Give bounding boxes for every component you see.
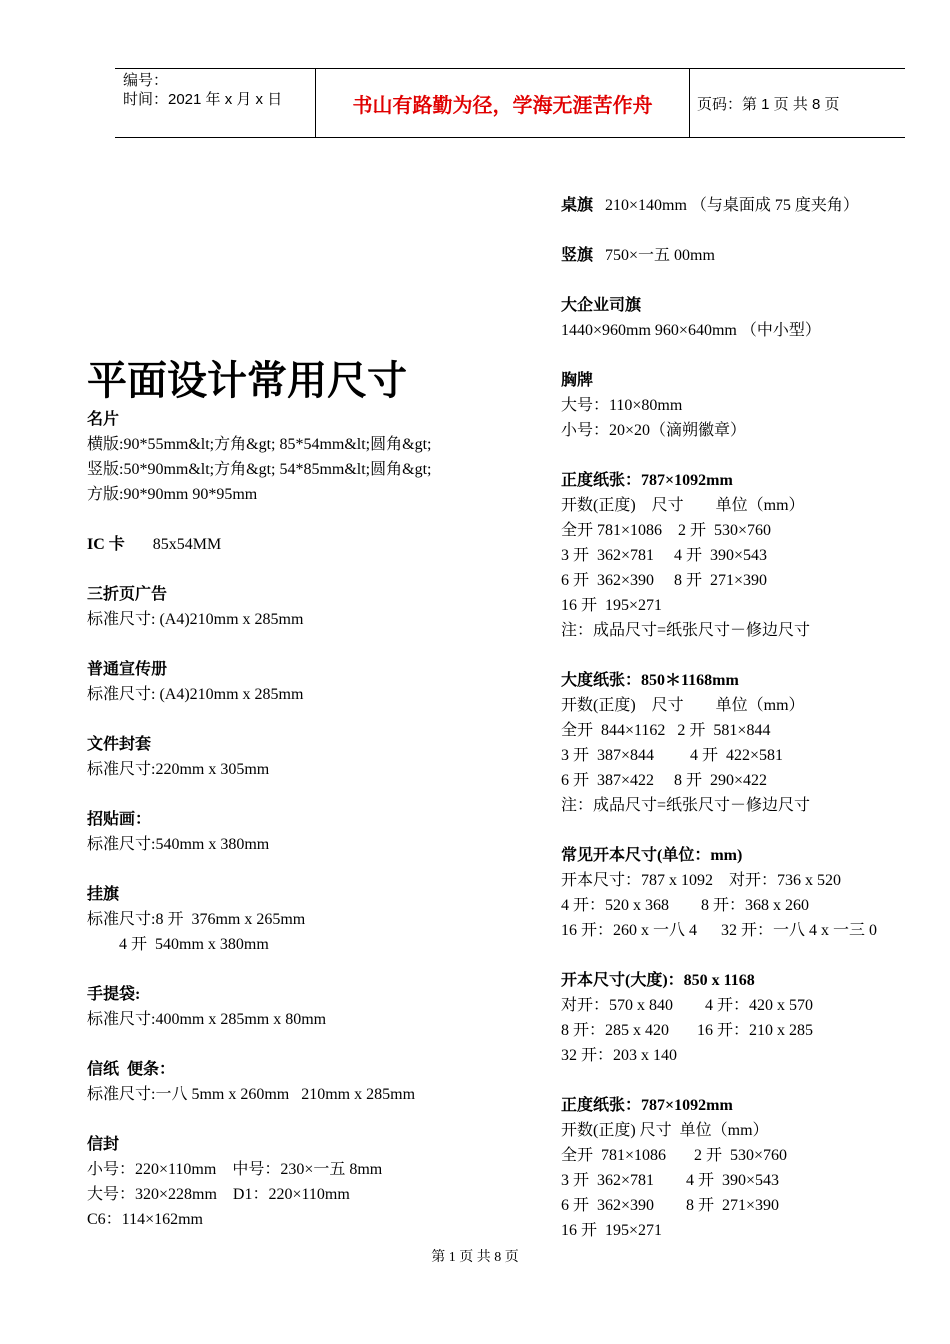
section	[561, 243, 921, 268]
section-line: 1440×960mm 960×640mm （中小型）	[561, 322, 821, 339]
section-line: 开数(正度) 尺寸 单位（mm）	[561, 697, 805, 714]
right-column	[561, 193, 921, 1268]
section-heading-line	[87, 982, 527, 1007]
section-line: 4 开 540mm x 380mm	[87, 936, 269, 953]
section	[87, 407, 527, 507]
page-footer: 第 1 页 共 8 页	[431, 1250, 519, 1265]
section-line: 标准尺寸: (A4)210mm x 285mm	[87, 611, 304, 628]
section-heading: 桌旗	[561, 197, 594, 214]
section-heading-line	[87, 532, 527, 557]
section-inline-value: 85x54MM	[124, 536, 222, 553]
id-label: 编号：	[123, 72, 169, 89]
section-heading: 开本尺寸(大度)：850 x 1168	[561, 972, 755, 989]
section-line: 标准尺寸:一八 5mm x 260mm 210mm x 285mm	[87, 1086, 416, 1103]
header-table	[115, 68, 905, 138]
section	[87, 882, 527, 957]
section-heading: 招贴画：	[87, 811, 152, 828]
section-heading: 文件封套	[87, 736, 152, 753]
section-line: 6 开 387×422 8 开 290×422	[561, 772, 768, 789]
section	[87, 657, 527, 707]
section-line: 6 开 362×390 8 开 271×390	[561, 572, 768, 589]
section-line: 开数(正度) 尺寸 单位（mm）	[561, 1122, 769, 1139]
page-title: 平面设计常用尺寸	[87, 357, 407, 404]
section-line: 大号：320×228mm D1：220×110mm	[87, 1186, 350, 1203]
section-line: 16 开 195×271	[561, 1222, 663, 1239]
section-line: 竖版:50*90mm&lt;方角&gt; 54*85mm&lt;圆角&gt;	[87, 461, 432, 478]
section-heading-line	[87, 732, 527, 757]
section-heading: 普通宣传册	[87, 661, 168, 678]
section-heading-line	[87, 1057, 527, 1082]
section-line: 小号：20×20（滴朔徽章）	[561, 422, 747, 439]
section-heading: 常见开本尺寸(单位：mm)	[561, 847, 743, 864]
section-line: 注：成品尺寸=纸张尺寸－修边尺寸	[561, 797, 811, 814]
section-heading: 竖旗	[561, 247, 594, 264]
section-inline-value: 210×140mm （与桌面成 75 度夹角）	[593, 197, 859, 214]
section-line: C6：114×162mm	[87, 1211, 203, 1228]
section-line: 6 开 362×390 8 开 271×390	[561, 1197, 780, 1214]
section-heading-line	[561, 293, 921, 318]
section-line: 3 开 387×844 4 开 422×581	[561, 747, 784, 764]
section	[87, 532, 527, 557]
page-info: 页码：第 1 页 共 8 页	[697, 95, 840, 113]
section-line: 注：成品尺寸=纸张尺寸－修边尺寸	[561, 622, 811, 639]
section-heading-line	[87, 1132, 527, 1157]
section	[87, 1057, 527, 1107]
section-line: 全开 781×1086 2 开 530×760	[561, 1147, 788, 1164]
section-line: 32 开：203 x 140	[561, 1047, 678, 1064]
section-line: 小号：220×110mm 中号：230×一五 8mm	[87, 1161, 383, 1178]
section	[561, 968, 921, 1068]
section-line: 全开 781×1086 2 开 530×760	[561, 522, 772, 539]
section-line: 标准尺寸:220mm x 305mm	[87, 761, 270, 778]
section-heading: 信封	[87, 1136, 120, 1153]
section-line: 大号：110×80mm	[561, 397, 683, 414]
header-meta	[123, 71, 313, 109]
section-line: 16 开：260 x 一八 4 32 开：一八 4 x 一三 0	[561, 922, 878, 939]
section-heading-line	[561, 668, 921, 693]
section-heading: 正度纸张：787×1092mm	[561, 1097, 733, 1114]
section-heading: 正度纸张：787×1092mm	[561, 472, 733, 489]
section-heading: 胸牌	[561, 372, 594, 389]
section-heading-line	[561, 1093, 921, 1118]
divider	[689, 69, 690, 137]
time-label: 时间：2021 年 x 月 x 日	[123, 91, 283, 108]
slogan: 书山有路勤为径，学海无涯苦作舟	[352, 92, 653, 117]
section	[561, 468, 921, 643]
section-heading: 信纸 便条：	[87, 1061, 176, 1078]
section-line: 3 开 362×781 4 开 390×543	[561, 1172, 780, 1189]
section-heading: 大度纸张：850＊1168mm	[561, 672, 739, 689]
section-line: 标准尺寸: (A4)210mm x 285mm	[87, 686, 304, 703]
section-heading: 大企业司旗	[561, 297, 642, 314]
section	[561, 193, 921, 218]
section-heading-line	[87, 882, 527, 907]
section-heading-line	[87, 657, 527, 682]
section-heading-line	[561, 468, 921, 493]
section-line: 对开：570 x 840 4 开：420 x 570	[561, 997, 814, 1014]
section	[87, 982, 527, 1032]
section-line: 横版:90*55mm&lt;方角&gt; 85*54mm&lt;圆角&gt;	[87, 436, 432, 453]
section-heading-line	[561, 368, 921, 393]
section-line: 开本尺寸：787 x 1092 对开：736 x 520	[561, 872, 842, 889]
section-heading-line	[561, 193, 921, 218]
section-heading-line	[87, 807, 527, 832]
section	[87, 807, 527, 857]
section-heading-line	[561, 843, 921, 868]
section	[561, 843, 921, 943]
section-heading: IC 卡	[87, 536, 125, 553]
section-line: 4 开：520 x 368 8 开：368 x 260	[561, 897, 810, 914]
section	[87, 732, 527, 782]
section-heading: 名片	[87, 411, 120, 428]
section-line: 全开 844×1162 2 开 581×844	[561, 722, 771, 739]
section-line: 开数(正度) 尺寸 单位（mm）	[561, 497, 805, 514]
section-heading-line	[561, 243, 921, 268]
section	[561, 1093, 921, 1243]
section	[87, 1132, 527, 1232]
section-line: 方版:90*90mm 90*95mm	[87, 486, 258, 503]
section	[561, 293, 921, 343]
section-line: 8 开：285 x 420 16 开：210 x 285	[561, 1022, 814, 1039]
section-heading-line	[561, 968, 921, 993]
section	[87, 582, 527, 632]
section	[561, 668, 921, 818]
section-line: 标准尺寸:540mm x 380mm	[87, 836, 270, 853]
section-heading-line	[87, 582, 527, 607]
section-line: 标准尺寸:8 开 376mm x 265mm	[87, 911, 306, 928]
section-heading: 挂旗	[87, 886, 120, 903]
section-line: 16 开 195×271	[561, 597, 663, 614]
left-column	[87, 355, 527, 1257]
section-line: 标准尺寸:400mm x 285mm x 80mm	[87, 1011, 327, 1028]
section-heading: 手提袋:	[87, 986, 141, 1003]
section-inline-value: 750×一五 00mm	[593, 247, 715, 264]
section	[561, 368, 921, 443]
section-heading-line	[87, 407, 527, 432]
section-line: 3 开 362×781 4 开 390×543	[561, 547, 768, 564]
section-heading: 三折页广告	[87, 586, 168, 603]
